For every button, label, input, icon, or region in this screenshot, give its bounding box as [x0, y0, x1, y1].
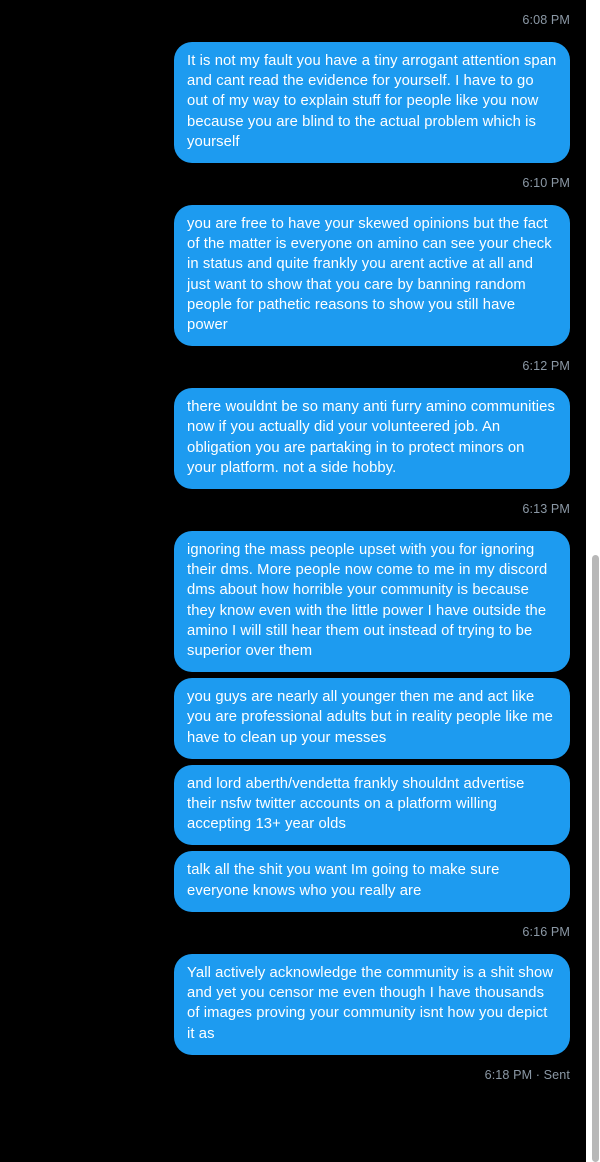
message-timestamp: 6:16 PM — [522, 924, 570, 939]
message-timestamp: 6:10 PM — [522, 176, 570, 191]
message-row — [18, 388, 570, 489]
spacer — [18, 190, 570, 205]
spacer — [18, 352, 570, 359]
conversation-thread[interactable] — [18, 0, 586, 1162]
spacer — [18, 169, 570, 176]
message-bubble[interactable]: It is not my fault you have a tiny arrogant attention span and cant read the evidence for yourself. I have to go out of my way to explain stuff for people like you now because you are blind to the actual problem which is yourself — [174, 42, 570, 163]
message-row — [18, 851, 570, 911]
message-list — [18, 0, 570, 1097]
message-row — [18, 678, 570, 759]
spacer — [18, 516, 570, 531]
message-bubble[interactable]: Yall actively acknowledge the community is a shit show and yet you censor me even though I have thousands of images proving your community isnt how you depict it as — [174, 954, 570, 1055]
message-row — [18, 42, 570, 163]
message-bubble[interactable]: you guys are nearly all younger then me and act like you are professional adults but in reality people like me have to clean up your messes — [174, 678, 570, 759]
scrollbar-track[interactable] — [592, 0, 600, 1162]
message-bubble[interactable]: talk all the shit you want Im going to make sure everyone knows who you really are — [174, 851, 570, 911]
spacer — [18, 918, 570, 925]
spacer — [18, 1082, 570, 1097]
spacer — [18, 1061, 570, 1068]
message-bubble[interactable]: ignoring the mass people upset with you for ignoring their dms. More people now come to me in my discord dms about how horrible your community is because they know even with the little power I have outside the amino I will still hear them out instead of trying to be superior over them — [174, 531, 570, 672]
message-row — [18, 954, 570, 1055]
message-timestamp: 6:13 PM — [522, 502, 570, 517]
message-bubble[interactable]: there wouldnt be so many anti furry amino communities now if you actually did your volunteered job. An obligation you are partaking in to protect minors on your platform. not a side hobby. — [174, 388, 570, 489]
message-row — [18, 531, 570, 672]
message-bubble[interactable]: you are free to have your skewed opinions but the fact of the matter is everyone on amino can see your check in status and quite frankly you arent active at all and just want to show that you care by banning random people for pathetic reasons to show you still have power — [174, 205, 570, 346]
spacer — [18, 373, 570, 388]
spacer — [18, 939, 570, 954]
message-bubble[interactable]: and lord aberth/vendetta frankly shouldnt advertise their nsfw twitter accounts on a platform willing accepting 13+ year olds — [174, 765, 570, 846]
message-timestamp: 6:12 PM — [522, 359, 570, 374]
spacer — [18, 27, 570, 42]
scrollbar-thumb[interactable] — [592, 555, 599, 1162]
left-gutter — [0, 0, 18, 1162]
message-row — [18, 765, 570, 846]
message-timestamp: 6:18 PM · Sent — [484, 1067, 570, 1082]
spacer — [18, 6, 570, 13]
message-timestamp: 6:08 PM — [522, 13, 570, 27]
spacer — [18, 495, 570, 502]
right-edge-strip — [586, 0, 600, 1162]
message-row — [18, 205, 570, 346]
